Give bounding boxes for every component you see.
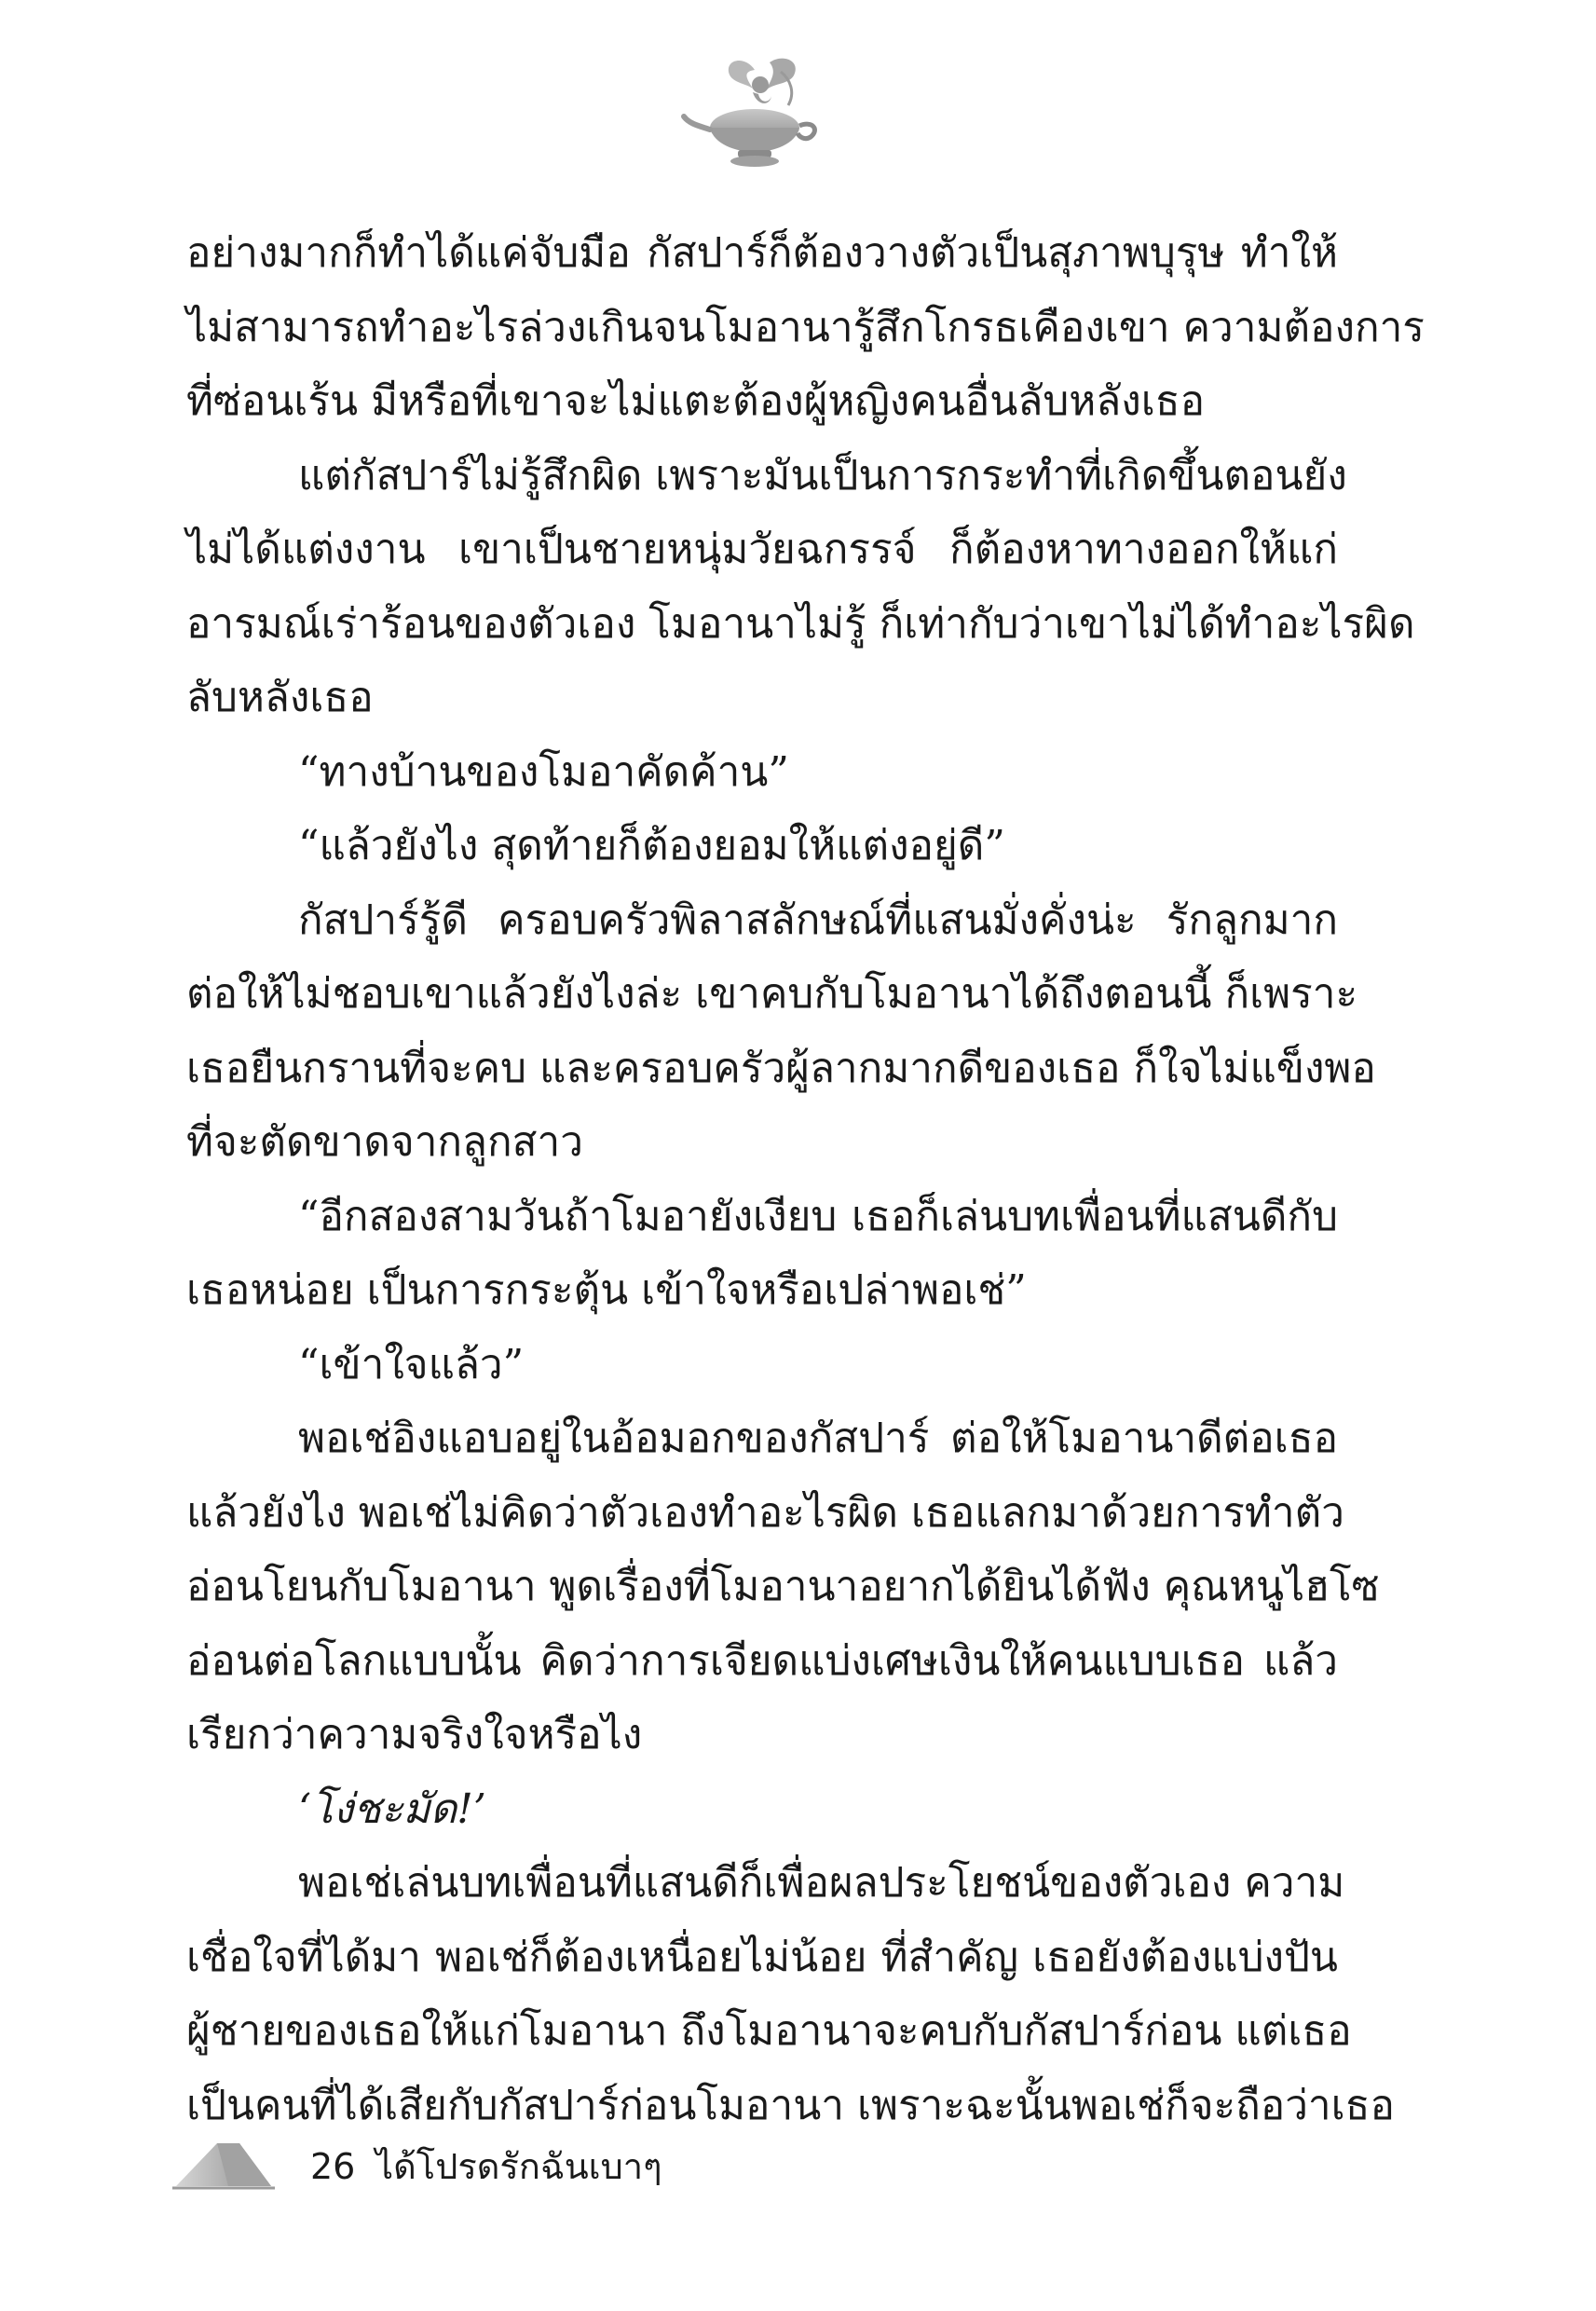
text-line: อารมณ์เร่าร้อนของตัวเอง โมอานาไม่รู้ ก็เท่ากับว่าเขาไม่ได้ทำอะไรผิด [186, 599, 1415, 648]
tent-icon [172, 2138, 275, 2192]
text-line: อ่อนต่อโลกแบบนั้น คิดว่าการเจียดแบ่งเศษเงินให้คนแบบเธอ แล้ว [186, 1636, 1338, 1685]
text-line: เป็นคนที่ได้เสียกับกัสปาร์ก่อนโมอานา เพราะฉะนั้นพอเช่ก็จะถือว่าเธอ [186, 2081, 1395, 2129]
text-line: ไม่สามารถทำอะไรล่วงเกินจนโมอานารู้สึกโกรธเคืองเขา ความต้องการ [186, 303, 1425, 351]
text-line: อย่างมากก็ทำได้แค่จับมือ กัสปาร์ก็ต้องวางตัวเป็นสุภาพบุรุษ ทำให้ [186, 229, 1338, 277]
text-line: เธอหน่อย เป็นการกระตุ้น เข้าใจหรือเปล่าพอเช่” [186, 1266, 1027, 1314]
text-line: เรียกว่าความจริงใจหรือไง [186, 1711, 643, 1758]
text-line: แล้วยังไง พอเช่ไม่คิดว่าตัวเองทำอะไรผิด เธอแลกมาด้วยการทำตัว [186, 1488, 1344, 1537]
text-line: ที่ซ่อนเร้น มีหรือที่เขาจะไม่แตะต้องผู้หญิงคนอื่นลับหลังเธอ [186, 377, 1206, 425]
text-line: กัสปาร์รู้ดี ครอบครัวพิลาสลักษณ์ที่แสนมั่งคั่งน่ะ รักลูกมาก [298, 896, 1338, 944]
text-line: เธอยืนกรานที่จะคบ และครอบครัวผู้ลากมากดีของเธอ ก็ใจไม่แข็งพอ [186, 1044, 1376, 1092]
text-line: ต่อให้ไม่ชอบเขาแล้วยังไงล่ะ เขาคบกับโมอานาได้ถึงตอนนี้ ก็เพราะ [186, 970, 1358, 1018]
text-line: พอเช่เล่นบทเพื่อนที่แสนดีก็เพื่อผลประโยชน์ของตัวเอง ความ [298, 1859, 1345, 1907]
page-footer [172, 2134, 918, 2208]
text-line: เชื่อใจที่ได้มา พอเช่ก็ต้องเหนื่อยไม่น้อย ที่สำคัญ เธอยังต้องแบ่งปัน [186, 1933, 1338, 1981]
text-line: “อีกสองสามวันถ้าโมอายังเงียบ เธอก็เล่นบทเพื่อนที่แสนดีกับ [298, 1192, 1338, 1240]
text-line: พอเช่อิงแอบอยู่ในอ้อมอกของกัสปาร์ ต่อให้โมอานาดีต่อเธอ [298, 1415, 1338, 1462]
cupid-lamp-icon [680, 51, 829, 172]
text-line: “เข้าใจแล้ว” [298, 1340, 525, 1388]
text-line: แต่กัสปาร์ไม่รู้สึกผิด เพราะมันเป็นการกระทำที่เกิดขึ้นตอนยัง [298, 451, 1347, 499]
text-line: ลับหลังเธอ [186, 674, 374, 721]
text-line: “แล้วยังไง สุดท้ายก็ต้องยอมให้แต่งอยู่ดี” [298, 822, 1005, 869]
book-title: ได้โปรดรักฉันเบาๆ [375, 2146, 662, 2187]
body-text [186, 216, 1425, 2142]
text-line: ไม่ได้แต่งงาน เขาเป็นชายหนุ่มวัยฉกรรจ์ ก็ต้องหาทางออกให้แก่ [186, 526, 1338, 573]
text-line: ที่จะตัดขาดจากลูกสาว [186, 1118, 583, 1166]
text-line: ผู้ชายของเธอให้แก่โมอานา ถึงโมอานาจะคบกับกัสปาร์ก่อน แต่เธอ [186, 2007, 1352, 2055]
text-line: ‘โง่ชะมัด!’ [298, 1785, 486, 1833]
text-line: อ่อนโยนกับโมอานา พูดเรื่องที่โมอานาอยากได้ยินได้ฟัง คุณหนูไฮโซ [186, 1563, 1380, 1610]
text-line: “ทางบ้านของโมอาคัดค้าน” [298, 747, 789, 796]
page-number: 26 [310, 2146, 356, 2187]
